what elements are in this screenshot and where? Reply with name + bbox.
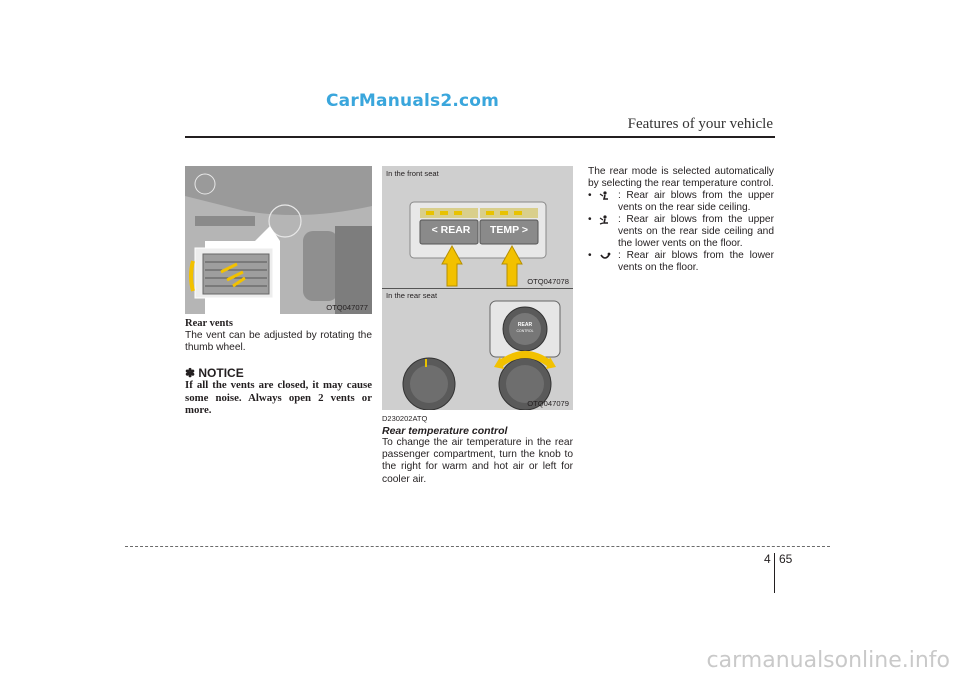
watermark-bottom[interactable]: carmanualsonline.info bbox=[706, 648, 950, 673]
rear-seat-label: In the rear seat bbox=[386, 291, 438, 300]
rear-button[interactable]: < REAR bbox=[431, 224, 471, 236]
mode-text-upper: : Rear air blows from the upper vents on the rear side ceiling. bbox=[618, 190, 774, 214]
bullet-icon: • bbox=[588, 250, 592, 261]
rear-vent-illustration bbox=[185, 166, 372, 314]
page-number-divider bbox=[774, 553, 775, 593]
page-number: 65 bbox=[779, 552, 793, 566]
upper-vent-icon bbox=[598, 191, 612, 201]
section-title: Features of your vehicle bbox=[627, 116, 773, 132]
rear-code: OTQ047079 bbox=[527, 399, 569, 408]
chapter-number: 4 bbox=[764, 552, 771, 566]
rear-temp-body: To change the air temperature in the rear passenger compartment, turn the knob to the right for warm and hot air or left for cooler air. bbox=[382, 437, 573, 485]
reference-code: D230202ATQ bbox=[382, 414, 428, 423]
lower-vent-icon bbox=[598, 251, 612, 261]
rear-knobs-illustration bbox=[382, 289, 573, 410]
upper-lower-vent-icon bbox=[598, 215, 612, 225]
rear-mode-intro: The rear mode is selected automatically by selecting the rear temperature control. bbox=[588, 166, 774, 190]
rear-mode-knob-right[interactable] bbox=[514, 373, 536, 395]
figure-code: OTQ047077 bbox=[326, 303, 368, 312]
temp-button[interactable]: TEMP > bbox=[489, 224, 529, 236]
bullet-icon: • bbox=[588, 190, 592, 201]
knob-label: REAR bbox=[517, 322, 533, 328]
rear-vents-body: The vent can be adjusted by rotating the thumb wheel. bbox=[185, 330, 372, 354]
mode-text-upper-lower: : Rear air blows from the upper vents on the rear side ceiling and the lower vents on the floor. bbox=[618, 214, 774, 250]
front-code: OTQ047078 bbox=[527, 277, 569, 286]
rear-vents-heading: Rear vents bbox=[185, 318, 233, 329]
header-rule bbox=[185, 136, 775, 138]
knob-sublabel: CONTROL bbox=[516, 329, 534, 333]
bullet-icon: • bbox=[588, 214, 592, 225]
rear-temperature-knob-left[interactable] bbox=[418, 373, 440, 395]
notice-title: ✽ NOTICE bbox=[185, 366, 244, 380]
mode-text-lower: : Rear air blows from the lower vents on the floor. bbox=[618, 250, 774, 274]
front-seat-label: In the front seat bbox=[386, 169, 439, 178]
front-seat-figure bbox=[382, 166, 573, 288]
notice-body: If all the vents are closed, it may cause some noise. Always open 2 vents or more. bbox=[185, 379, 372, 417]
footer-dashed-rule bbox=[125, 546, 830, 547]
rear-seat-figure bbox=[382, 289, 573, 410]
front-panel-illustration bbox=[382, 166, 573, 288]
rear-temp-subheading: Rear temperature control bbox=[382, 425, 508, 437]
watermark-top[interactable]: CarManuals2.com bbox=[326, 91, 500, 111]
rear-vent-figure bbox=[185, 166, 372, 314]
